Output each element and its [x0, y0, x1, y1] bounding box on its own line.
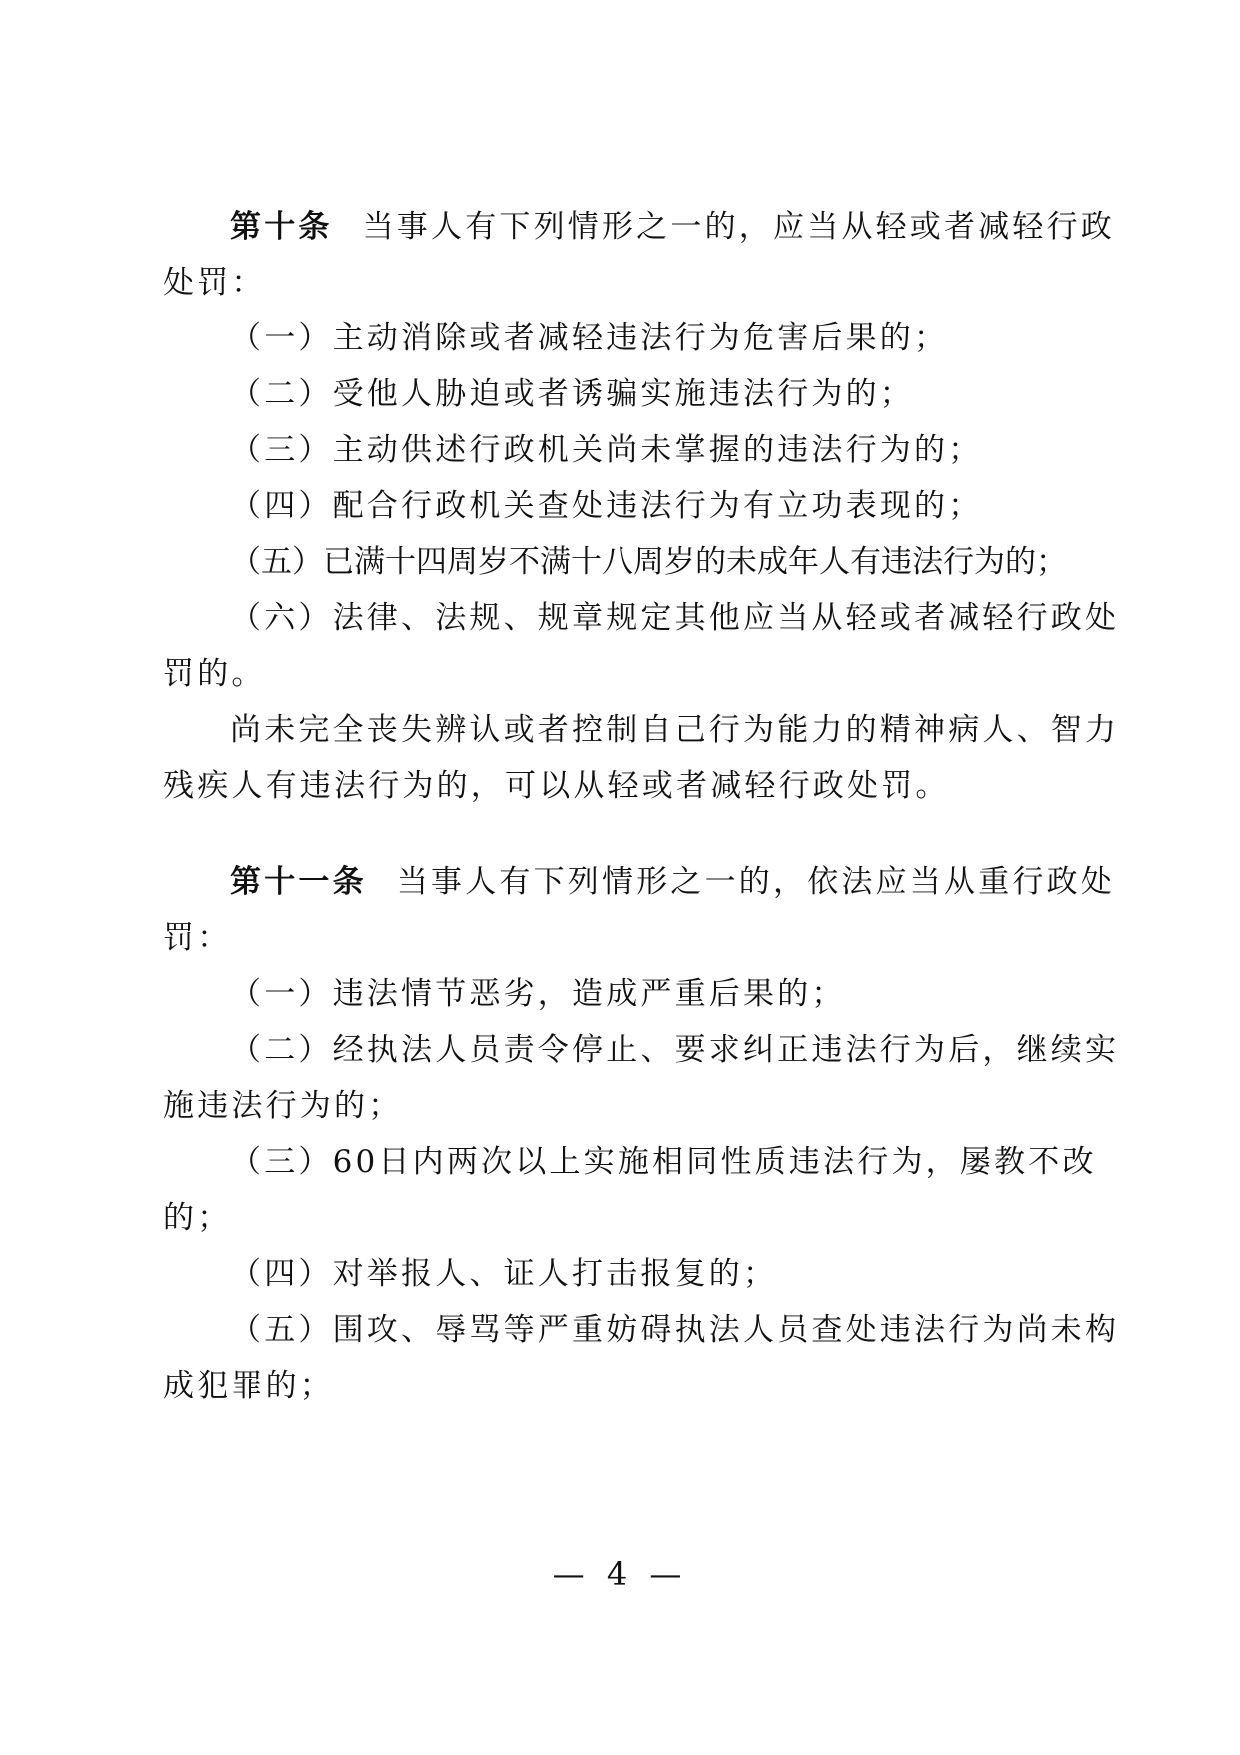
article-11-item-5-line-1: （五）围攻、辱骂等严重妨碍执法人员查处违法行为尚未构	[230, 1312, 1120, 1348]
page-number: — 4 —	[552, 1555, 688, 1593]
article-10-paragraph-line-1: 尚未完全丧失辨认或者控制自己行为能力的精神病人、智力	[230, 712, 1120, 748]
article-11-heading: 第十一条	[230, 864, 367, 900]
article-10-intro-line-2: 处罚：	[163, 265, 266, 301]
article-10-intro-line-1	[230, 207, 1150, 247]
article-10-item-6-line-1: （六）法律、法规、规章规定其他应当从轻或者减轻行政处	[230, 600, 1120, 636]
article-11-item-3-line-1: （三）60日内两次以上实施相同性质违法行为，屡教不改	[230, 1144, 1097, 1180]
article-10-item-5: （五）已满十四周岁不满十八周岁的未成年人有违法行为的；	[230, 544, 1067, 580]
article-10-item-6-line-2: 罚的。	[163, 656, 266, 692]
article-11-intro-text: 当事人有下列情形之一的，依法应当从重行政处	[396, 864, 1116, 900]
article-11-intro-line-2: 罚：	[163, 920, 232, 956]
article-11-item-4: （四）对举报人、证人打击报复的；	[230, 1256, 778, 1292]
article-10-item-1: （一）主动消除或者减轻违法行为危害后果的；	[230, 320, 949, 356]
article-10-item-3: （三）主动供述行政机关尚未掌握的违法行为的；	[230, 432, 983, 468]
article-11-item-1: （一）违法情节恶劣，造成严重后果的；	[230, 976, 846, 1012]
article-10-item-2: （二）受他人胁迫或者诱骗实施违法行为的；	[230, 376, 914, 412]
article-11-item-3-line-2: 的；	[163, 1200, 232, 1236]
article-11-item-5-line-2: 成犯罪的；	[163, 1368, 334, 1404]
article-10-heading: 第十条	[230, 209, 333, 245]
article-11-item-2-line-2: 施违法行为的；	[163, 1088, 403, 1124]
article-11-intro-line-1	[230, 862, 1150, 902]
article-11-item-2-line-1: （二）经执法人员责令停止、要求纠正违法行为后，继续实	[230, 1032, 1120, 1068]
article-10-item-4: （四）配合行政机关查处违法行为有立功表现的；	[230, 488, 983, 524]
article-10-paragraph-line-2: 残疾人有违法行为的，可以从轻或者减轻行政处罚。	[163, 768, 950, 804]
article-10-intro-text: 当事人有下列情形之一的，应当从轻或者减轻行政	[362, 209, 1116, 245]
